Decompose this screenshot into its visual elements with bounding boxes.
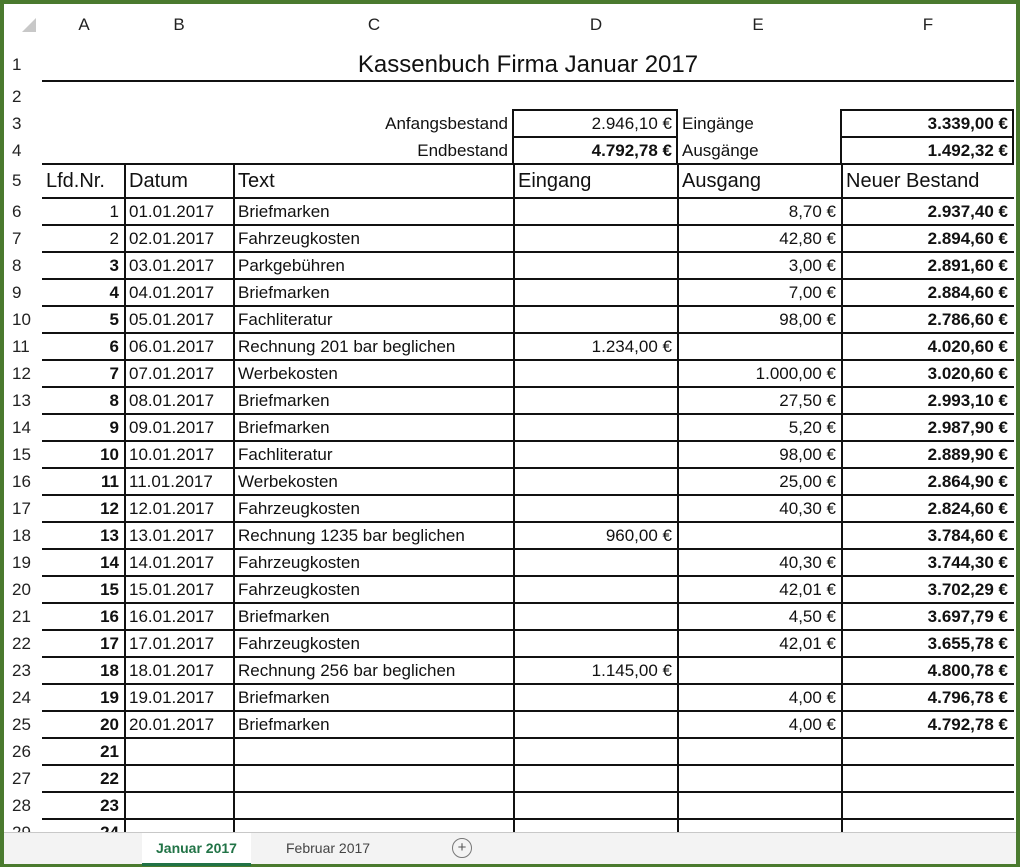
- cell-eingang[interactable]: [514, 279, 678, 306]
- row-header-18[interactable]: 18: [12, 526, 31, 545]
- cell-eingang[interactable]: [514, 792, 678, 819]
- cell-bestand[interactable]: [842, 738, 1014, 765]
- cell-datum[interactable]: 14.01.2017: [129, 553, 215, 572]
- row-header-23[interactable]: 23: [12, 661, 31, 680]
- cell-eingang[interactable]: [514, 441, 678, 468]
- row-header-8[interactable]: 8: [12, 256, 22, 275]
- cell-ausgang[interactable]: [678, 738, 842, 765]
- row-header-6[interactable]: 6: [12, 202, 22, 221]
- cell-bestand[interactable]: 2.889,90 €: [927, 445, 1008, 464]
- cell-eingang[interactable]: 1.145,00 €: [591, 661, 672, 680]
- cell-text[interactable]: Fahrzeugkosten: [238, 499, 360, 518]
- row-separator: [42, 467, 1014, 469]
- row-separator: [42, 548, 1014, 550]
- row-separator: [42, 521, 1014, 523]
- cell-text[interactable]: Fahrzeugkosten: [238, 634, 360, 653]
- cell-ausgang[interactable]: [678, 333, 842, 360]
- row-separator: [42, 791, 1014, 793]
- cell-text[interactable]: Rechnung 1235 bar beglichen: [238, 526, 465, 545]
- cell-nr[interactable]: 11: [101, 472, 119, 491]
- cell-bestand[interactable]: 4.796,78 €: [927, 688, 1008, 707]
- cell-bestand[interactable]: 4.020,60 €: [927, 337, 1008, 356]
- cell-datum[interactable]: 19.01.2017: [129, 688, 215, 707]
- row-separator: [42, 359, 1014, 361]
- select-all-corner[interactable]: [22, 18, 36, 32]
- row-separator: [42, 278, 1014, 280]
- cell-bestand[interactable]: 4.792,78 €: [927, 715, 1008, 734]
- cell-eingang[interactable]: [514, 765, 678, 792]
- cell-ausgang[interactable]: [678, 765, 842, 792]
- cell-datum[interactable]: 01.01.2017: [129, 202, 215, 221]
- cell-eingang[interactable]: [514, 360, 678, 387]
- cell-ausgang[interactable]: 40,30 €: [779, 499, 836, 518]
- cell-eingang[interactable]: [514, 684, 678, 711]
- cell-text[interactable]: [234, 792, 514, 819]
- column-separator: [677, 164, 679, 832]
- cell-datum[interactable]: 18.01.2017: [129, 661, 215, 680]
- title-underline: [42, 80, 1014, 82]
- row-separator: [42, 656, 1014, 658]
- tab-januar-2017[interactable]: Januar 2017: [142, 833, 251, 866]
- cell-datum[interactable]: 07.01.2017: [129, 364, 215, 383]
- cell-text[interactable]: [234, 738, 514, 765]
- row-separator: [42, 764, 1014, 766]
- row-separator: [42, 440, 1014, 442]
- cell-text[interactable]: Briefmarken: [238, 202, 330, 221]
- cell-ausgang[interactable]: 42,01 €: [779, 634, 836, 653]
- cell-text[interactable]: Rechnung 256 bar beglichen: [238, 661, 456, 680]
- cell-nr[interactable]: 3: [109, 256, 119, 275]
- cell-datum[interactable]: 04.01.2017: [129, 283, 215, 302]
- cell-eingang[interactable]: [514, 549, 678, 576]
- row-separator: [42, 224, 1014, 226]
- cell-text[interactable]: Parkgebühren: [238, 256, 345, 275]
- cell-datum[interactable]: 13.01.2017: [129, 526, 215, 545]
- cell-ausgang[interactable]: 4,00 €: [788, 715, 836, 734]
- cell-text[interactable]: Briefmarken: [238, 607, 330, 626]
- summary-border: [676, 109, 678, 165]
- column-separator: [124, 164, 126, 832]
- cell-ausgang[interactable]: [678, 657, 842, 684]
- summary-border: [840, 109, 842, 165]
- header-border: [42, 163, 1014, 165]
- cell-nr[interactable]: 6: [109, 337, 119, 356]
- cell-text[interactable]: Rechnung 201 bar beglichen: [238, 337, 456, 356]
- cell-eingang[interactable]: [514, 630, 678, 657]
- cell-eingang[interactable]: [514, 468, 678, 495]
- cell-text[interactable]: Werbekosten: [238, 364, 338, 383]
- column-header-d[interactable]: D: [589, 15, 603, 34]
- cell-datum[interactable]: 10.01.2017: [129, 445, 215, 464]
- cell-bestand[interactable]: 3.702,29 €: [927, 580, 1008, 599]
- header-eingang[interactable]: Eingang: [518, 170, 592, 192]
- cell-nr[interactable]: 15: [100, 580, 119, 599]
- row-header-22[interactable]: 22: [12, 634, 31, 653]
- cell-eingang[interactable]: [514, 603, 678, 630]
- cell-nr[interactable]: 16: [100, 607, 119, 626]
- row-separator: [42, 386, 1014, 388]
- column-header-e[interactable]: E: [752, 15, 764, 34]
- cell-text[interactable]: Werbekosten: [238, 472, 338, 491]
- endbestand-label[interactable]: Endbestand: [417, 141, 508, 160]
- add-sheet-icon[interactable]: +: [452, 838, 472, 858]
- header-ausgang[interactable]: Ausgang: [682, 170, 761, 192]
- row-header-17[interactable]: 17: [12, 499, 31, 518]
- row-separator: [42, 683, 1014, 685]
- cell-datum[interactable]: 03.01.2017: [129, 256, 215, 275]
- summary-border: [512, 136, 678, 138]
- cell-eingang[interactable]: [514, 711, 678, 738]
- cell-bestand[interactable]: 3.744,30 €: [927, 553, 1008, 572]
- cell-grid: [42, 46, 1014, 832]
- column-header-a[interactable]: A: [78, 15, 90, 34]
- header-neuer-bestand[interactable]: Neuer Bestand: [846, 170, 980, 192]
- column-separator: [233, 164, 235, 832]
- cell-text[interactable]: Fahrzeugkosten: [238, 553, 360, 572]
- cell-nr[interactable]: 13: [100, 526, 119, 545]
- cell-datum[interactable]: 06.01.2017: [129, 337, 215, 356]
- cell-nr[interactable]: 20: [100, 715, 119, 734]
- row-separator: [42, 629, 1014, 631]
- row-header-27[interactable]: 27: [12, 769, 31, 788]
- row-header-11[interactable]: 11: [12, 337, 30, 356]
- row-header-3[interactable]: 3: [12, 114, 22, 133]
- cell-eingang[interactable]: [514, 495, 678, 522]
- cell-bestand[interactable]: 2.864,90 €: [927, 472, 1008, 491]
- cell-ausgang[interactable]: 98,00 €: [779, 310, 836, 329]
- cell-ausgang[interactable]: [678, 792, 842, 819]
- cell-eingang[interactable]: 960,00 €: [605, 526, 672, 545]
- cell-datum[interactable]: 11.01.2017: [129, 472, 213, 491]
- ausgaenge-value[interactable]: 1.492,32 €: [927, 141, 1008, 160]
- row-header-25[interactable]: 25: [12, 715, 31, 734]
- cell-text[interactable]: [234, 765, 514, 792]
- cell-nr[interactable]: 4: [109, 283, 119, 302]
- cell-eingang[interactable]: [514, 387, 678, 414]
- cell-nr[interactable]: 21: [100, 742, 119, 761]
- column-separator: [513, 164, 515, 832]
- cell-datum[interactable]: 16.01.2017: [129, 607, 215, 626]
- cell-nr[interactable]: 14: [100, 553, 119, 572]
- cell-bestand[interactable]: 2.891,60 €: [927, 256, 1008, 275]
- row-header-13[interactable]: 13: [12, 391, 31, 410]
- cell-eingang[interactable]: [514, 225, 678, 252]
- cell-ausgang[interactable]: 5,20 €: [788, 418, 836, 437]
- column-header-c[interactable]: C: [367, 15, 381, 34]
- row-separator: [42, 332, 1014, 334]
- cell-bestand[interactable]: 2.824,60 €: [927, 499, 1008, 518]
- row-header-1[interactable]: 1: [12, 55, 22, 74]
- cell-nr[interactable]: 1: [109, 202, 119, 221]
- cell-nr[interactable]: 2: [109, 229, 119, 248]
- cell-bestand[interactable]: 2.786,60 €: [927, 310, 1008, 329]
- row-header-16[interactable]: 16: [12, 472, 31, 491]
- row-header-20[interactable]: 20: [12, 580, 31, 599]
- cell-ausgang[interactable]: 42,80 €: [779, 229, 836, 248]
- cell-bestand[interactable]: 2.993,10 €: [927, 391, 1008, 410]
- header-border: [42, 197, 1014, 199]
- row-separator: [42, 494, 1014, 496]
- cell-bestand[interactable]: 2.884,60 €: [927, 283, 1008, 302]
- cell-eingang[interactable]: [514, 738, 678, 765]
- cell-text[interactable]: Briefmarken: [238, 715, 330, 734]
- cell-datum[interactable]: 02.01.2017: [129, 229, 215, 248]
- cell-nr[interactable]: 12: [100, 499, 119, 518]
- cell-eingang[interactable]: [514, 198, 678, 225]
- cell-nr[interactable]: 22: [100, 769, 119, 788]
- cell-datum[interactable]: [125, 792, 234, 819]
- row-header-9[interactable]: 9: [12, 283, 22, 302]
- row-header-14[interactable]: 14: [12, 418, 31, 437]
- cell-datum[interactable]: 08.01.2017: [129, 391, 215, 410]
- cell-text[interactable]: Briefmarken: [238, 391, 330, 410]
- cell-nr[interactable]: 7: [109, 364, 119, 383]
- cell-bestand[interactable]: [842, 765, 1014, 792]
- row-separator: [42, 413, 1014, 415]
- cell-datum[interactable]: 15.01.2017: [129, 580, 215, 599]
- cell-nr[interactable]: 5: [109, 310, 119, 329]
- tab-februar-2017[interactable]: Februar 2017: [286, 840, 371, 856]
- cell-datum[interactable]: [125, 738, 234, 765]
- cell-ausgang[interactable]: 1.000,00 €: [755, 364, 836, 383]
- row-header-19[interactable]: 19: [12, 553, 31, 572]
- cell-nr[interactable]: 23: [100, 796, 119, 815]
- cell-datum[interactable]: 17.01.2017: [129, 634, 215, 653]
- cell-bestand[interactable]: 2.937,40 €: [927, 202, 1008, 221]
- header-datum[interactable]: Datum: [129, 170, 188, 192]
- summary-border: [512, 109, 678, 111]
- cell-text[interactable]: Fachliteratur: [238, 445, 333, 464]
- summary-border: [840, 136, 1014, 138]
- cell-nr[interactable]: 10: [100, 445, 119, 464]
- cell-text[interactable]: Fachliteratur: [238, 310, 333, 329]
- eingaenge-label[interactable]: Eingänge: [682, 114, 754, 133]
- row-separator: [42, 602, 1014, 604]
- cell-text[interactable]: Briefmarken: [238, 283, 330, 302]
- cell-ausgang[interactable]: 25,00 €: [779, 472, 836, 491]
- spreadsheet-window: [4, 4, 1016, 863]
- row-header-21[interactable]: 21: [12, 607, 31, 626]
- row-header-10[interactable]: 10: [12, 310, 31, 329]
- cell-text[interactable]: Briefmarken: [238, 688, 330, 707]
- eingaenge-value[interactable]: 3.339,00 €: [927, 114, 1008, 133]
- row-separator: [42, 251, 1014, 253]
- anfangsbestand-label[interactable]: Anfangsbestand: [385, 114, 508, 133]
- cell-eingang[interactable]: [514, 252, 678, 279]
- endbestand-value[interactable]: 4.792,78 €: [591, 141, 672, 160]
- summary-border: [1012, 109, 1014, 165]
- cell-bestand[interactable]: [842, 792, 1014, 819]
- cell-ausgang[interactable]: [678, 522, 842, 549]
- cell-eingang[interactable]: [514, 576, 678, 603]
- cell-bestand[interactable]: 2.987,90 €: [927, 418, 1008, 437]
- ausgaenge-label[interactable]: Ausgänge: [682, 141, 759, 160]
- cell-bestand[interactable]: 3.784,60 €: [927, 526, 1008, 545]
- cell-datum[interactable]: 09.01.2017: [129, 418, 215, 437]
- cell-ausgang[interactable]: 98,00 €: [779, 445, 836, 464]
- row-separator: [42, 818, 1014, 820]
- column-header-f[interactable]: F: [922, 15, 934, 34]
- row-header-5[interactable]: 5: [12, 171, 22, 190]
- cell-datum[interactable]: 20.01.2017: [129, 715, 215, 734]
- row-separator: [42, 737, 1014, 739]
- cell-datum[interactable]: [125, 765, 234, 792]
- cell-nr[interactable]: 17: [100, 634, 119, 653]
- row-header-12[interactable]: 12: [12, 364, 31, 383]
- summary-border: [840, 109, 1014, 111]
- cell-bestand[interactable]: 2.894,60 €: [927, 229, 1008, 248]
- cell-ausgang[interactable]: 8,70 €: [788, 202, 836, 221]
- cell-text[interactable]: Fahrzeugkosten: [238, 229, 360, 248]
- summary-border: [512, 109, 514, 165]
- row-header-26[interactable]: 26: [12, 742, 31, 761]
- cell-bestand[interactable]: 3.655,78 €: [927, 634, 1008, 653]
- cell-datum[interactable]: 12.01.2017: [129, 499, 215, 518]
- row-separator: [42, 710, 1014, 712]
- row-separator: [42, 575, 1014, 577]
- cell-datum[interactable]: 05.01.2017: [129, 310, 215, 329]
- cell-text[interactable]: Fahrzeugkosten: [238, 580, 360, 599]
- header-lfdnr[interactable]: Lfd.Nr.: [46, 170, 105, 192]
- sheet-tab-bar: [4, 832, 1016, 864]
- column-separator: [841, 164, 843, 832]
- cell-bestand[interactable]: 3.020,60 €: [927, 364, 1008, 383]
- sheet-title[interactable]: Kassenbuch Firma Januar 2017: [357, 51, 699, 78]
- row-separator: [42, 305, 1014, 307]
- cell-nr[interactable]: 9: [109, 418, 119, 437]
- cell-ausgang[interactable]: 27,50 €: [779, 391, 836, 410]
- cell-nr[interactable]: 19: [100, 688, 119, 707]
- row-header-4[interactable]: 4: [12, 141, 22, 160]
- cell-eingang[interactable]: [514, 414, 678, 441]
- cell-eingang[interactable]: 1.234,00 €: [591, 337, 672, 356]
- row-header-2[interactable]: 2: [12, 87, 22, 106]
- cell-ausgang[interactable]: 4,00 €: [788, 688, 836, 707]
- cell-ausgang[interactable]: 4,50 €: [788, 607, 836, 626]
- row-header-24[interactable]: 24: [12, 688, 31, 707]
- cell-nr[interactable]: 8: [109, 391, 119, 410]
- cell-nr[interactable]: 18: [100, 661, 119, 680]
- anfangsbestand-value[interactable]: 2.946,10 €: [591, 114, 672, 133]
- cell-ausgang[interactable]: 40,30 €: [779, 553, 836, 572]
- header-text[interactable]: Text: [238, 170, 275, 192]
- cell-bestand[interactable]: 4.800,78 €: [927, 661, 1008, 680]
- cell-ausgang[interactable]: 7,00 €: [788, 283, 836, 302]
- row-header-28[interactable]: 28: [12, 796, 31, 815]
- row-header-7[interactable]: 7: [12, 229, 22, 248]
- row-header-15[interactable]: 15: [12, 445, 31, 464]
- cell-text[interactable]: Briefmarken: [238, 418, 330, 437]
- cell-ausgang[interactable]: 42,01 €: [779, 580, 836, 599]
- cell-eingang[interactable]: [514, 306, 678, 333]
- cell-bestand[interactable]: 3.697,79 €: [927, 607, 1008, 626]
- column-header-b[interactable]: B: [173, 15, 185, 34]
- cell-ausgang[interactable]: 3,00 €: [788, 256, 836, 275]
